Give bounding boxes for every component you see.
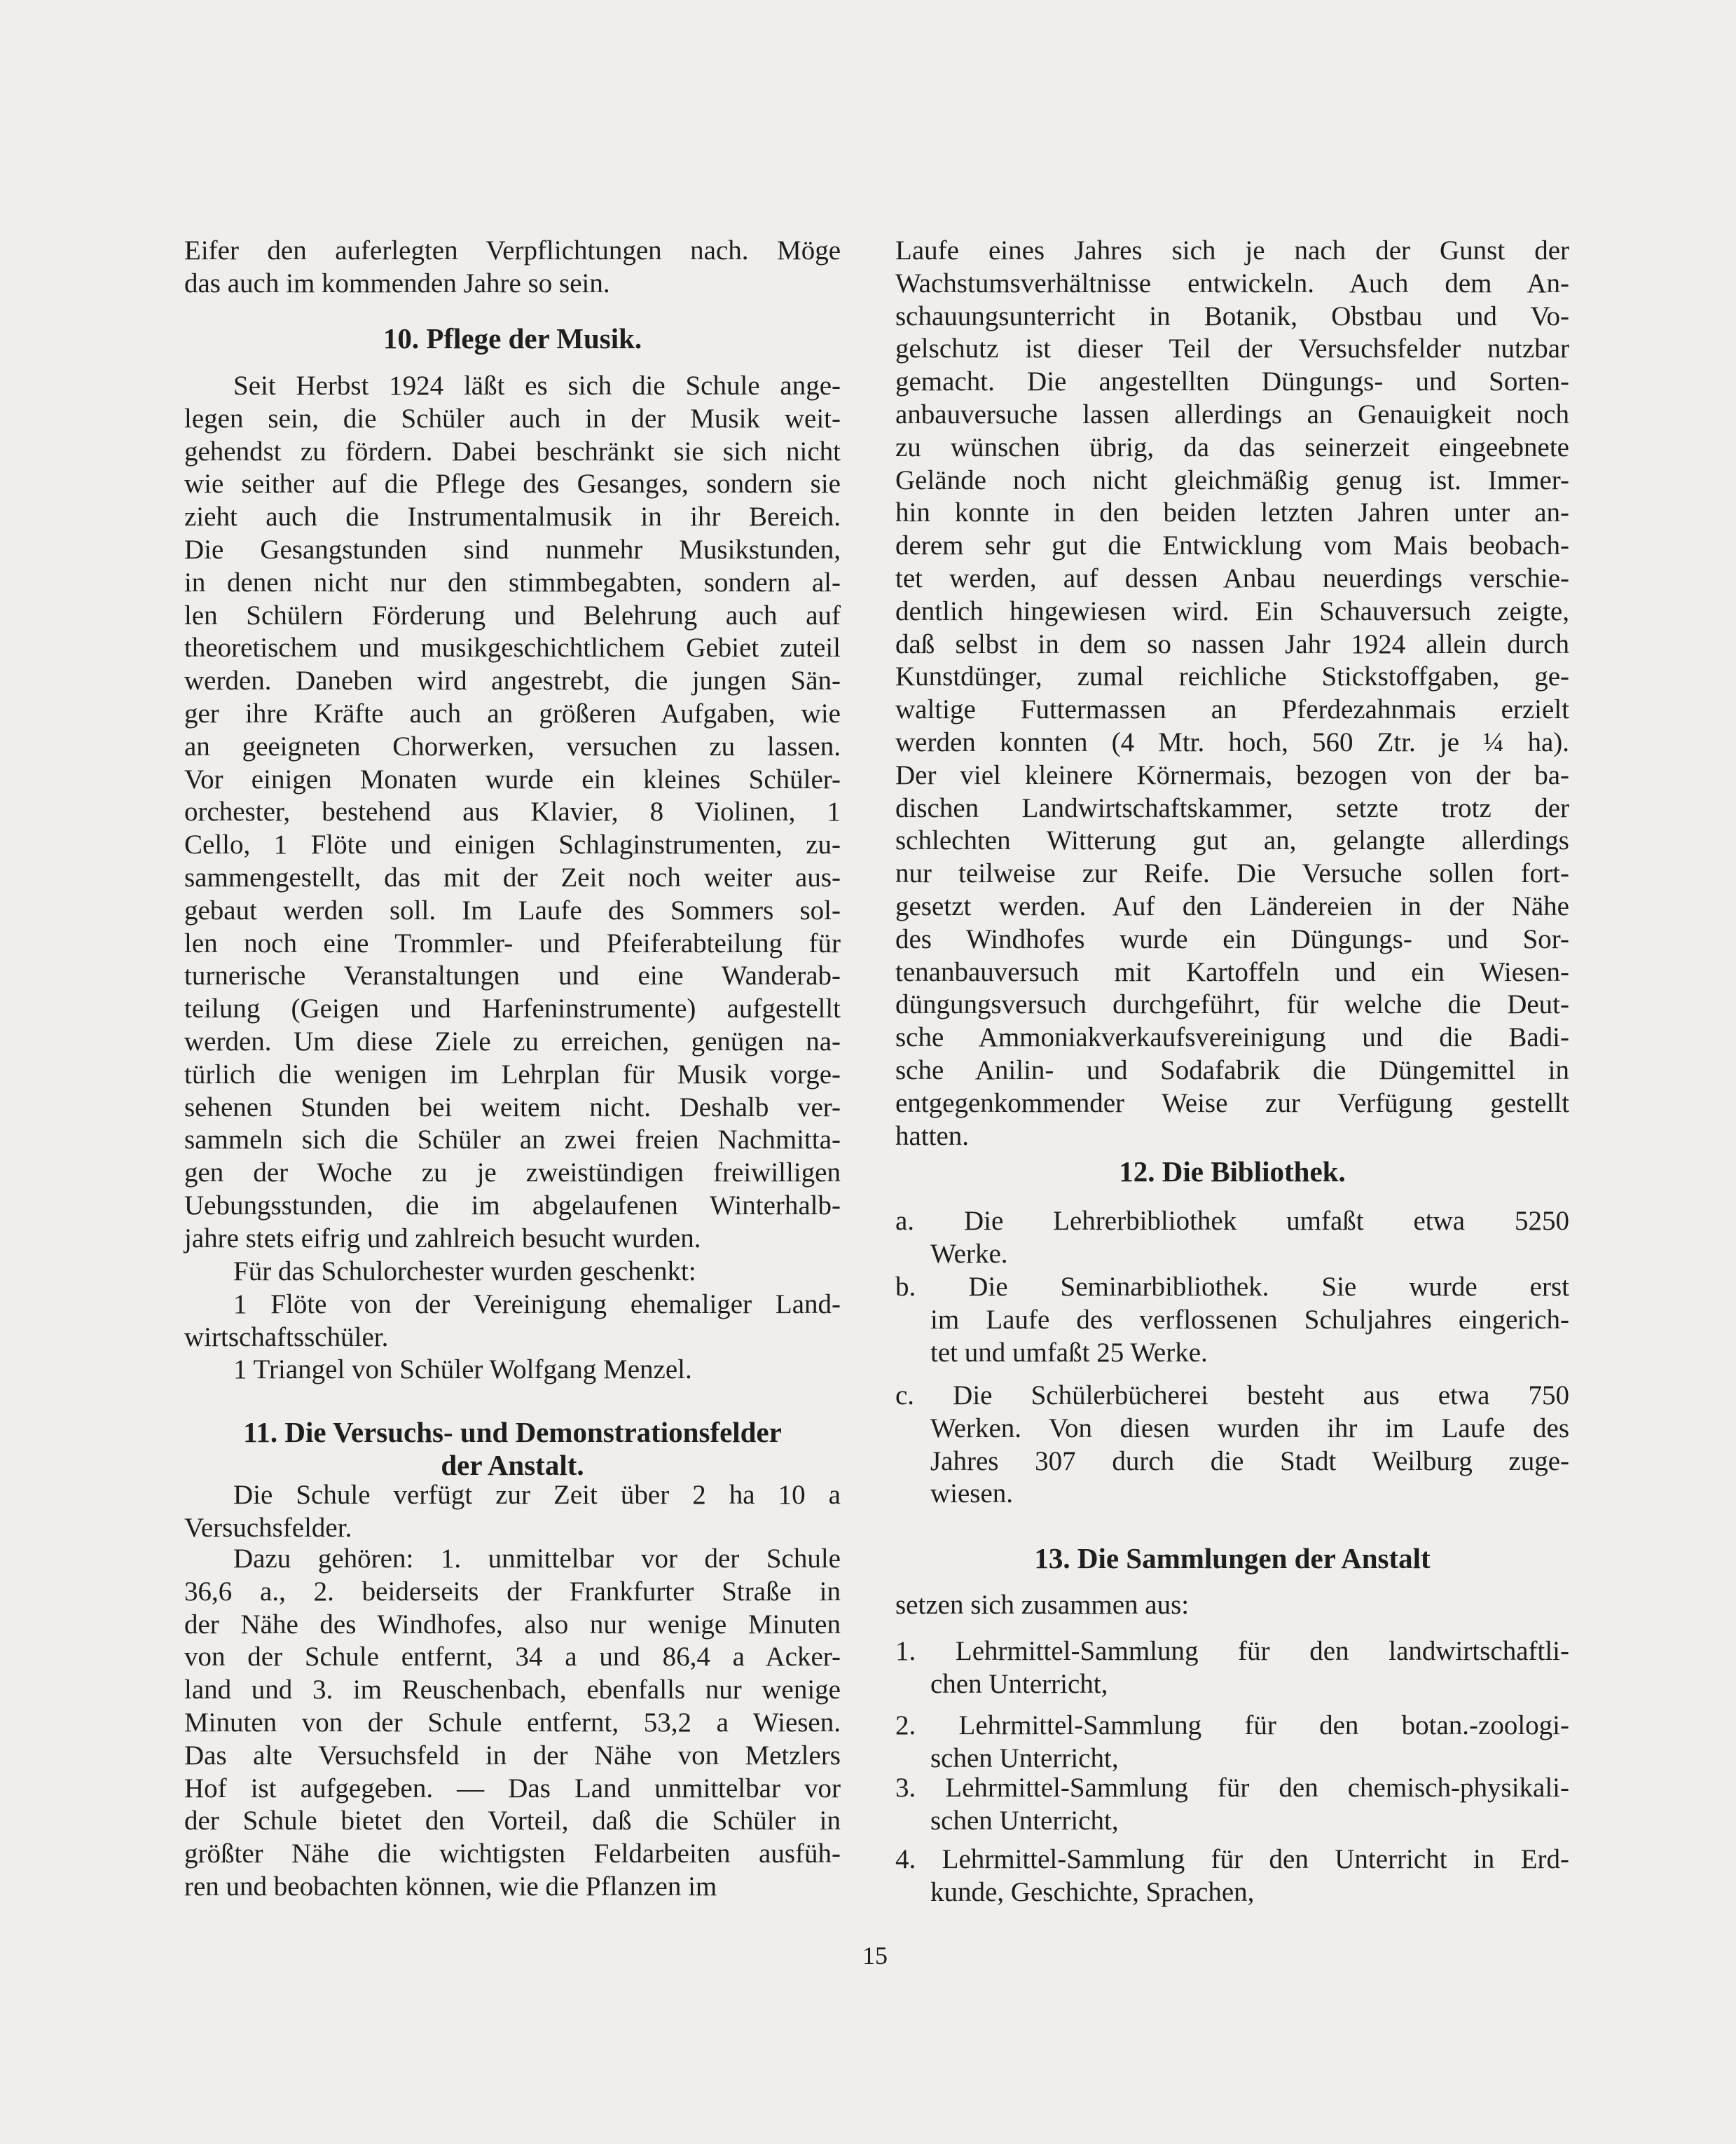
text-line: legen sein, die Schüler auch in der Musik weit-	[184, 403, 841, 434]
text-line: gemacht. Die angestellten Düngungs- und Sorten-	[895, 366, 1569, 397]
text-line: theoretischem und musikgeschichtlichem Gebiet zuteil	[184, 633, 841, 664]
text-line: 11. Die Versuchs- und Demonstrationsfelder	[243, 1416, 782, 1448]
text-line: daß selbst in dem so nassen Jahr 1924 allein durch	[895, 628, 1569, 659]
text-line: schen Unterricht,	[930, 1743, 1119, 1773]
text-line: 10. Pflege der Musik.	[383, 322, 642, 355]
text-line: dentlich hingewiesen wird. Ein Schauversuch zeigte,	[895, 596, 1569, 626]
text-line: Hof ist aufgegeben. — Das Land unmittelbar vor	[184, 1773, 841, 1803]
text-line: Vor einigen Monaten wurde ein kleines Schüler-	[184, 764, 841, 795]
text-line: Gelände noch nicht gleichmäßig genug ist. Immer-	[895, 465, 1569, 495]
text-line: gebaut werden soll. Im Laufe des Sommers sol-	[184, 895, 841, 926]
text-line: b. Die Seminarbibliothek. Sie wurde erst	[895, 1272, 1569, 1302]
text-line: Für das Schulorchester wurden geschenkt:	[233, 1256, 696, 1286]
text-line: Eifer den auferlegten Verpflichtungen nach. Möge	[184, 235, 841, 266]
text-line: Laufe eines Jahres sich je nach der Gunst der	[895, 235, 1569, 266]
text-line: wiesen.	[930, 1478, 1014, 1509]
text-line: des Windhofes wurde ein Düngungs- und Sor-	[895, 923, 1569, 954]
text-line: hatten.	[895, 1120, 970, 1151]
text-line: türlich die wenigen im Lehrplan für Musik vorge-	[184, 1059, 841, 1090]
text-line: im Laufe des verflossenen Schuljahres eingerich-	[930, 1304, 1569, 1335]
text-line: derem sehr gut die Entwicklung vom Mais beobach-	[895, 530, 1569, 561]
text-line: gesetzt werden. Auf den Ländereien in der Nähe	[895, 891, 1569, 921]
text-line: der Schule bietet den Vorteil, daß die Schüler in	[184, 1806, 841, 1836]
text-line: Jahres 307 durch die Stadt Weilburg zuge-	[930, 1445, 1569, 1476]
text-line: größter Nähe die wichtigsten Feldarbeiten ausfüh-	[184, 1839, 841, 1869]
text-line: 36,6 a., 2. beiderseits der Frankfurter Straße in	[184, 1576, 841, 1607]
text-line: werden. Um diese Ziele zu erreichen, genügen na-	[184, 1026, 841, 1057]
text-line: ren und beobachten können, wie die Pflanzen im	[184, 1871, 717, 1902]
text-line: der Anstalt.	[441, 1448, 584, 1481]
text-line: sammengestellt, das mit der Zeit noch weiter aus-	[184, 863, 841, 893]
text-line: zu wünschen übrig, da das seinerzeit eingeebnete	[895, 432, 1569, 462]
text-line: a. Die Lehrerbibliothek umfaßt etwa 5250	[895, 1206, 1569, 1236]
text-line: anbauversuche lassen allerdings an Genauigkeit noch	[895, 399, 1569, 430]
text-line: land und 3. im Reuschenbach, ebenfalls nur wenige	[184, 1675, 841, 1705]
text-line: in denen nicht nur den stimmbegabten, sondern al-	[184, 567, 841, 598]
text-line: 1 Triangel von Schüler Wolfgang Menzel.	[233, 1354, 692, 1384]
text-line: 13. Die Sammlungen der Anstalt	[1034, 1542, 1431, 1574]
text-line: 3. Lehrmittel-Sammlung für den chemisch-physikali-	[895, 1773, 1569, 1803]
text-line: 1. Lehrmittel-Sammlung für den landwirtschaftli-	[895, 1636, 1569, 1666]
text-line: kunde, Geschichte, Sprachen,	[930, 1876, 1255, 1907]
text-line: sche Ammoniakverkaufsvereinigung und die Badi-	[895, 1022, 1569, 1053]
text-line: chen Unterricht,	[930, 1668, 1108, 1699]
text-line: c. Die Schülerbücherei besteht aus etwa 750	[895, 1380, 1569, 1410]
text-line: 1 Flöte von der Vereinigung ehemaliger Land-	[233, 1289, 841, 1319]
text-line: entgegenkommender Weise zur Verfügung gestellt	[895, 1087, 1569, 1118]
text-line: Versuchsfelder.	[184, 1512, 352, 1543]
text-line: Der viel kleinere Körnermais, bezogen von der ba-	[895, 760, 1569, 790]
text-line: teilung (Geigen und Harfeninstrumente) aufgestellt	[184, 994, 841, 1024]
text-line: turnerische Veranstaltungen und eine Wanderab-	[184, 961, 841, 991]
text-line: dischen Landwirtschaftskammer, setzte trotz der	[895, 792, 1569, 823]
text-line: Wachstumsverhältnisse entwickeln. Auch dem An-	[895, 268, 1569, 298]
text-line: tenanbauversuch mit Kartoffeln und ein Wiesen-	[895, 956, 1569, 987]
page-number: 15	[862, 1942, 888, 1970]
text-line: Die Schule verfügt zur Zeit über 2 ha 10 a	[233, 1480, 841, 1510]
text-line: das auch im kommenden Jahre so sein.	[184, 268, 610, 298]
text-line: hin konnte in den beiden letzten Jahren unter an-	[895, 497, 1569, 528]
text-line: schlechten Witterung gut an, gelangte allerdings	[895, 825, 1569, 856]
text-line: 4. Lehrmittel-Sammlung für den Unterricht in Erd-	[895, 1844, 1569, 1874]
text-line: Das alte Versuchsfeld in der Nähe von Metzlers	[184, 1740, 841, 1771]
text-line: düngungsversuch durchgeführt, für welche die Deut-	[895, 989, 1569, 1020]
text-line: der Nähe des Windhofes, also nur wenige Minuten	[184, 1609, 841, 1640]
text-line: len noch eine Trommler- und Pfeiferabteilung für	[184, 928, 841, 958]
text-line: Minuten von der Schule entfernt, 53,2 a Wiesen.	[184, 1707, 841, 1738]
text-line: nur teilweise zur Reife. Die Versuche sollen fort-	[895, 858, 1569, 889]
text-line: Kunstdünger, zumal reichliche Stickstoffgaben, ge-	[895, 661, 1569, 692]
text-line: ger ihre Kräfte auch an größeren Aufgaben, wie	[184, 699, 841, 729]
text-line: 12. Die Bibliothek.	[1119, 1155, 1346, 1188]
text-line: gehendst zu fördern. Dabei beschränkt sie sich nicht	[184, 436, 841, 467]
text-line: setzen sich zusammen aus:	[895, 1590, 1190, 1620]
text-line: jahre stets eifrig und zahlreich besucht wurden.	[184, 1223, 701, 1253]
text-line: sammeln sich die Schüler an zwei freien Nachmitta-	[184, 1125, 841, 1155]
text-line: an geeigneten Chorwerken, versuchen zu lassen.	[184, 731, 841, 762]
text-line: von der Schule entfernt, 34 a und 86,4 a Acker-	[184, 1642, 841, 1672]
text-line: Werke.	[930, 1238, 1008, 1269]
text-line: Werken. Von diesen wurden ihr im Laufe des	[930, 1413, 1569, 1443]
text-line: tet und umfaßt 25 Werke.	[930, 1337, 1208, 1368]
text-line: Seit Herbst 1924 läßt es sich die Schule ange-	[233, 371, 841, 401]
text-line: zieht auch die Instrumentalmusik in ihr Bereich.	[184, 502, 841, 532]
text-line: Cello, 1 Flöte und einigen Schlaginstrumenten, zu-	[184, 830, 841, 860]
text-line: schauungsunterricht in Botanik, Obstbau und Vo-	[895, 301, 1569, 331]
text-line: wirtschaftsschüler.	[184, 1321, 389, 1352]
text-line: werden. Daneben wird angestrebt, die jungen Sän-	[184, 666, 841, 696]
text-line: waltige Futtermassen an Pferdezahnmais erzielt	[895, 694, 1569, 725]
text-line: schen Unterricht,	[930, 1805, 1119, 1836]
text-line: 2. Lehrmittel-Sammlung für den botan.-zoologi-	[895, 1710, 1569, 1740]
text-line: sche Anilin- und Sodafabrik die Düngemittel in	[895, 1055, 1569, 1085]
text-line: Die Gesangstunden sind nunmehr Musikstunden,	[184, 535, 841, 565]
text-line: werden konnten (4 Mtr. hoch, 560 Ztr. je ¼ ha).	[895, 727, 1569, 757]
text-line: Dazu gehören: 1. unmittelbar vor der Schule	[233, 1544, 841, 1574]
text-line: gelschutz ist dieser Teil der Versuchsfelder nutzbar	[895, 334, 1569, 364]
text-line: orchester, bestehend aus Klavier, 8 Violinen, 1	[184, 797, 841, 827]
text-line: len Schülern Förderung und Belehrung auch auf	[184, 600, 841, 631]
text-line: sehenen Stunden bei weitem nicht. Deshalb ver-	[184, 1092, 841, 1122]
text-line: wie seither auf die Pflege des Gesanges, sondern sie	[184, 469, 841, 500]
text-line: gen der Woche zu je zweistündigen freiwilligen	[184, 1157, 841, 1188]
text-line: Uebungsstunden, die im abgelaufenen Winterhalb-	[184, 1190, 841, 1221]
text-line: tet werden, auf dessen Anbau neuerdings verschie-	[895, 563, 1569, 593]
